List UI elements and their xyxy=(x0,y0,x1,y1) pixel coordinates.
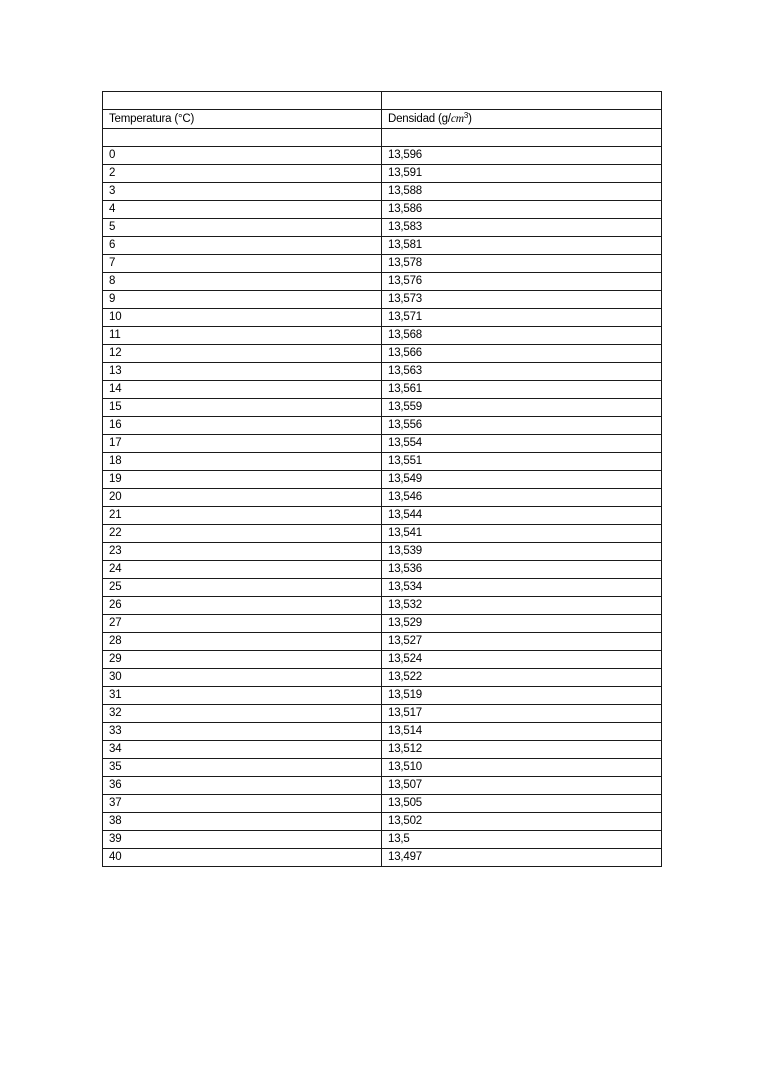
density-cell: 13,559 xyxy=(382,399,662,417)
table-row xyxy=(103,795,662,813)
density-cell: 13,549 xyxy=(382,471,662,489)
density-cell: 13,568 xyxy=(382,327,662,345)
temperature-cell: 18 xyxy=(103,453,382,471)
temperature-cell: 8 xyxy=(103,273,382,291)
table-row xyxy=(103,453,662,471)
density-cell: 13,561 xyxy=(382,381,662,399)
table-row xyxy=(103,363,662,381)
density-cell: 13,497 xyxy=(382,849,662,867)
temperature-cell: 39 xyxy=(103,831,382,849)
table-row xyxy=(103,633,662,651)
temperature-cell: 32 xyxy=(103,705,382,723)
temperature-cell: 22 xyxy=(103,525,382,543)
temperature-cell: 6 xyxy=(103,237,382,255)
table-row xyxy=(103,165,662,183)
table-row xyxy=(103,705,662,723)
table-row xyxy=(103,831,662,849)
temperature-cell: 27 xyxy=(103,615,382,633)
density-cell: 13,588 xyxy=(382,183,662,201)
temperature-cell: 4 xyxy=(103,201,382,219)
table-row xyxy=(103,489,662,507)
blank-cell xyxy=(382,129,662,147)
table-row xyxy=(103,291,662,309)
table-row xyxy=(103,525,662,543)
temperature-cell: 35 xyxy=(103,759,382,777)
temperature-cell: 0 xyxy=(103,147,382,165)
header-row xyxy=(103,110,662,129)
density-cell: 13,527 xyxy=(382,633,662,651)
density-cell: 13,546 xyxy=(382,489,662,507)
temperature-cell: 33 xyxy=(103,723,382,741)
temperature-header: Temperatura (°C) xyxy=(103,110,382,129)
temperature-cell: 31 xyxy=(103,687,382,705)
temperature-cell: 21 xyxy=(103,507,382,525)
table-row xyxy=(103,435,662,453)
temperature-cell: 13 xyxy=(103,363,382,381)
density-cell: 13,573 xyxy=(382,291,662,309)
table-row xyxy=(103,381,662,399)
table-row xyxy=(103,471,662,489)
temperature-cell: 14 xyxy=(103,381,382,399)
temperature-cell: 10 xyxy=(103,309,382,327)
density-cell: 13,502 xyxy=(382,813,662,831)
density-cell: 13,596 xyxy=(382,147,662,165)
density-header-prefix: Densidad (g/ xyxy=(388,113,451,125)
density-cell: 13,539 xyxy=(382,543,662,561)
blank-row-top xyxy=(103,92,662,110)
table-row xyxy=(103,759,662,777)
density-cell: 13,5 xyxy=(382,831,662,849)
table-row xyxy=(103,651,662,669)
table-row xyxy=(103,399,662,417)
temperature-cell: 20 xyxy=(103,489,382,507)
table-row xyxy=(103,723,662,741)
density-cell: 13,566 xyxy=(382,345,662,363)
density-cell: 13,522 xyxy=(382,669,662,687)
density-cell: 13,510 xyxy=(382,759,662,777)
temperature-cell: 7 xyxy=(103,255,382,273)
density-header-suffix: ) xyxy=(468,113,472,125)
table-row xyxy=(103,813,662,831)
table-row xyxy=(103,849,662,867)
temperature-cell: 17 xyxy=(103,435,382,453)
temperature-cell: 29 xyxy=(103,651,382,669)
density-cell: 13,583 xyxy=(382,219,662,237)
temperature-cell: 38 xyxy=(103,813,382,831)
density-cell: 13,507 xyxy=(382,777,662,795)
temperature-cell: 2 xyxy=(103,165,382,183)
blank-cell xyxy=(382,92,662,110)
table-row xyxy=(103,543,662,561)
temperature-cell: 9 xyxy=(103,291,382,309)
temperature-cell: 26 xyxy=(103,597,382,615)
density-cell: 13,551 xyxy=(382,453,662,471)
table-row xyxy=(103,615,662,633)
table-row xyxy=(103,741,662,759)
temperature-cell: 16 xyxy=(103,417,382,435)
density-cell: 13,505 xyxy=(382,795,662,813)
table-row xyxy=(103,255,662,273)
density-cell: 13,554 xyxy=(382,435,662,453)
temperature-cell: 25 xyxy=(103,579,382,597)
temperature-cell: 19 xyxy=(103,471,382,489)
table-row xyxy=(103,273,662,291)
table-row xyxy=(103,687,662,705)
density-cell: 13,541 xyxy=(382,525,662,543)
table-row xyxy=(103,777,662,795)
blank-cell xyxy=(103,129,382,147)
density-cell: 13,534 xyxy=(382,579,662,597)
density-unit-exponent: 3 xyxy=(463,111,469,120)
temperature-cell: 30 xyxy=(103,669,382,687)
density-cell: 13,532 xyxy=(382,597,662,615)
table-row xyxy=(103,201,662,219)
temperature-cell: 37 xyxy=(103,795,382,813)
density-cell: 13,536 xyxy=(382,561,662,579)
density-cell: 13,591 xyxy=(382,165,662,183)
density-cell: 13,571 xyxy=(382,309,662,327)
density-cell: 13,576 xyxy=(382,273,662,291)
density-cell: 13,544 xyxy=(382,507,662,525)
temperature-cell: 3 xyxy=(103,183,382,201)
table-row xyxy=(103,219,662,237)
density-cell: 13,578 xyxy=(382,255,662,273)
temperature-cell: 12 xyxy=(103,345,382,363)
temperature-cell: 36 xyxy=(103,777,382,795)
table-row xyxy=(103,597,662,615)
table-row xyxy=(103,417,662,435)
density-cell: 13,517 xyxy=(382,705,662,723)
temperature-cell: 5 xyxy=(103,219,382,237)
density-cell: 13,586 xyxy=(382,201,662,219)
temperature-cell: 40 xyxy=(103,849,382,867)
table-body xyxy=(103,92,662,867)
density-cell: 13,519 xyxy=(382,687,662,705)
blank-cell xyxy=(103,92,382,110)
blank-row-after-header xyxy=(103,129,662,147)
temperature-cell: 15 xyxy=(103,399,382,417)
temperature-cell: 24 xyxy=(103,561,382,579)
table-row xyxy=(103,507,662,525)
density-cell: 13,556 xyxy=(382,417,662,435)
density-unit: cm xyxy=(450,113,464,125)
temperature-cell: 23 xyxy=(103,543,382,561)
table-row xyxy=(103,345,662,363)
table-row xyxy=(103,183,662,201)
table-row xyxy=(103,561,662,579)
temperature-cell: 28 xyxy=(103,633,382,651)
density-cell: 13,514 xyxy=(382,723,662,741)
density-table xyxy=(102,91,662,867)
density-cell: 13,524 xyxy=(382,651,662,669)
density-cell: 13,581 xyxy=(382,237,662,255)
table-row xyxy=(103,147,662,165)
table-row xyxy=(103,579,662,597)
density-cell: 13,529 xyxy=(382,615,662,633)
density-cell: 13,563 xyxy=(382,363,662,381)
temperature-cell: 11 xyxy=(103,327,382,345)
table-row xyxy=(103,669,662,687)
temperature-cell: 34 xyxy=(103,741,382,759)
table-row xyxy=(103,237,662,255)
table-row xyxy=(103,327,662,345)
table-row xyxy=(103,309,662,327)
density-cell: 13,512 xyxy=(382,741,662,759)
density-header xyxy=(382,110,662,129)
